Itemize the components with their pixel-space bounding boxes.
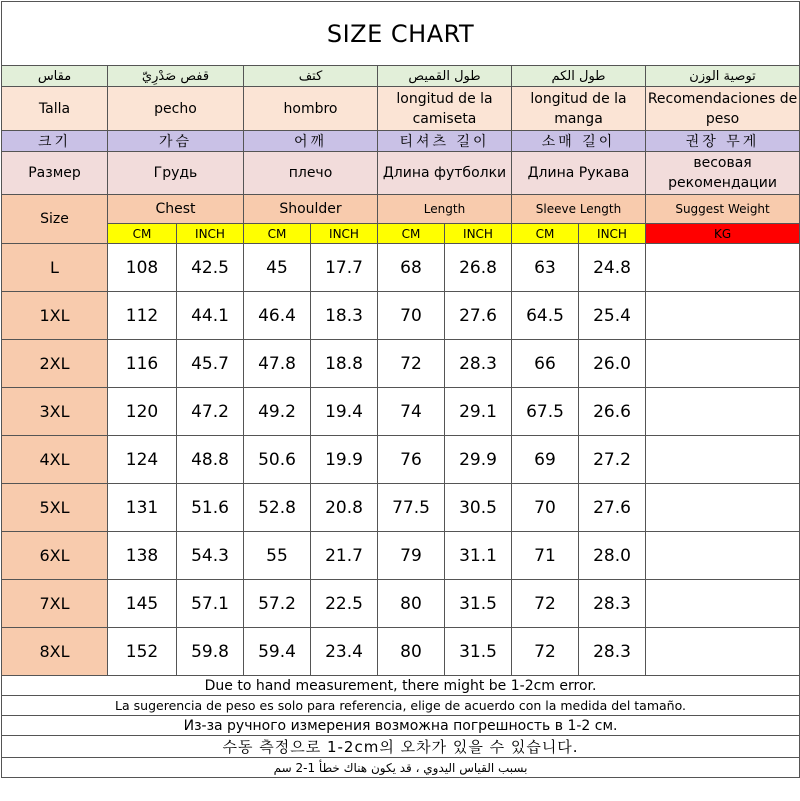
header-row-spanish — [2, 87, 800, 131]
sleeve-cm-cell: 64.5 — [512, 292, 579, 340]
weight-cell — [646, 388, 800, 436]
table-row — [2, 292, 800, 340]
chest-inch-cell: 48.8 — [177, 436, 244, 484]
note-row-arabic — [2, 758, 800, 778]
header-en-sleeve: Sleeve Length — [512, 195, 646, 224]
chest-inch-cell: 47.2 — [177, 388, 244, 436]
sleeve-cm-cell: 72 — [512, 628, 579, 676]
header-en-weight: Suggest Weight — [646, 195, 800, 224]
weight-cell — [646, 436, 800, 484]
chest-inch-cell: 51.6 — [177, 484, 244, 532]
unit-sleeve-cm: CM — [512, 224, 579, 244]
header-ru-size: Размер — [2, 152, 108, 195]
shoulder-cm-cell: 57.2 — [244, 580, 311, 628]
shoulder-cm-cell: 52.8 — [244, 484, 311, 532]
note-row-russian — [2, 716, 800, 736]
header-ar-sleeve: طول الكم — [512, 66, 646, 87]
header-es-shoulder: hombro — [244, 87, 378, 131]
shoulder-inch-cell: 18.8 — [311, 340, 378, 388]
shoulder-cm-cell: 50.6 — [244, 436, 311, 484]
header-row-korean — [2, 131, 800, 152]
shoulder-inch-cell: 20.8 — [311, 484, 378, 532]
shoulder-inch-cell: 17.7 — [311, 244, 378, 292]
unit-shoulder-cm: CM — [244, 224, 311, 244]
size-cell: 8XL — [2, 628, 108, 676]
header-row-russian — [2, 152, 800, 195]
weight-cell — [646, 532, 800, 580]
sleeve-inch-cell: 26.0 — [579, 340, 646, 388]
unit-chest-inch: INCH — [177, 224, 244, 244]
header-en-shoulder: Shoulder — [244, 195, 378, 224]
note-row-english — [2, 676, 800, 696]
length-cm-cell: 70 — [378, 292, 445, 340]
header-ru-shoulder: плечо — [244, 152, 378, 195]
length-inch-cell: 28.3 — [445, 340, 512, 388]
shoulder-inch-cell: 22.5 — [311, 580, 378, 628]
note-spanish: La sugerencia de peso es solo para referencia, elige de acuerdo con la medida del tamaño. — [2, 696, 800, 716]
weight-cell — [646, 292, 800, 340]
unit-row — [2, 224, 800, 244]
length-cm-cell: 72 — [378, 340, 445, 388]
header-row-arabic — [2, 66, 800, 87]
length-inch-cell: 31.1 — [445, 532, 512, 580]
header-ko-length: 티셔츠 길이 — [378, 131, 512, 152]
sleeve-cm-cell: 63 — [512, 244, 579, 292]
size-cell: 5XL — [2, 484, 108, 532]
unit-chest-cm: CM — [108, 224, 177, 244]
shoulder-inch-cell: 18.3 — [311, 292, 378, 340]
sleeve-inch-cell: 27.6 — [579, 484, 646, 532]
length-cm-cell: 79 — [378, 532, 445, 580]
sleeve-inch-cell: 28.3 — [579, 580, 646, 628]
shoulder-cm-cell: 49.2 — [244, 388, 311, 436]
header-ko-weight: 권장 무게 — [646, 131, 800, 152]
length-inch-cell: 27.6 — [445, 292, 512, 340]
note-row-korean — [2, 736, 800, 758]
shoulder-inch-cell: 19.9 — [311, 436, 378, 484]
chest-inch-cell: 57.1 — [177, 580, 244, 628]
size-cell: 2XL — [2, 340, 108, 388]
header-en-length: Length — [378, 195, 512, 224]
header-ar-length: طول القميص — [378, 66, 512, 87]
chest-cm-cell: 120 — [108, 388, 177, 436]
length-cm-cell: 80 — [378, 580, 445, 628]
shoulder-inch-cell: 21.7 — [311, 532, 378, 580]
chest-inch-cell: 59.8 — [177, 628, 244, 676]
sleeve-inch-cell: 25.4 — [579, 292, 646, 340]
note-russian: Из-за ручного измерения возможна погрешность в 1-2 см. — [2, 716, 800, 736]
unit-length-inch: INCH — [445, 224, 512, 244]
table-row — [2, 340, 800, 388]
header-es-size: Talla — [2, 87, 108, 131]
sleeve-inch-cell: 26.6 — [579, 388, 646, 436]
header-ar-size: مقاس — [2, 66, 108, 87]
shoulder-cm-cell: 59.4 — [244, 628, 311, 676]
header-es-chest: pecho — [108, 87, 244, 131]
chest-cm-cell: 152 — [108, 628, 177, 676]
unit-weight-kg: KG — [646, 224, 800, 244]
chest-cm-cell: 112 — [108, 292, 177, 340]
chest-cm-cell: 108 — [108, 244, 177, 292]
chart-title: SIZE CHART — [2, 2, 800, 66]
header-ru-length: Длина футболки — [378, 152, 512, 195]
chest-cm-cell: 145 — [108, 580, 177, 628]
shoulder-cm-cell: 55 — [244, 532, 311, 580]
header-en-size: Size — [2, 195, 108, 244]
table-row — [2, 628, 800, 676]
header-ar-weight: توصية الوزن — [646, 66, 800, 87]
header-ru-sleeve: Длина Рукава — [512, 152, 646, 195]
length-inch-cell: 31.5 — [445, 628, 512, 676]
header-ar-shoulder: كتف — [244, 66, 378, 87]
chest-cm-cell: 116 — [108, 340, 177, 388]
chest-cm-cell: 124 — [108, 436, 177, 484]
weight-cell — [646, 340, 800, 388]
chest-inch-cell: 54.3 — [177, 532, 244, 580]
size-cell: L — [2, 244, 108, 292]
size-rows — [2, 244, 800, 676]
header-ar-chest: قفص صَدْرِيّ — [108, 66, 244, 87]
length-cm-cell: 76 — [378, 436, 445, 484]
size-cell: 3XL — [2, 388, 108, 436]
length-inch-cell: 29.9 — [445, 436, 512, 484]
header-ru-weight: весовая рекомендации — [646, 152, 800, 195]
table-row — [2, 484, 800, 532]
length-inch-cell: 31.5 — [445, 580, 512, 628]
sleeve-inch-cell: 24.8 — [579, 244, 646, 292]
chest-cm-cell: 131 — [108, 484, 177, 532]
length-cm-cell: 77.5 — [378, 484, 445, 532]
sleeve-inch-cell: 28.0 — [579, 532, 646, 580]
size-cell: 4XL — [2, 436, 108, 484]
sleeve-cm-cell: 71 — [512, 532, 579, 580]
sleeve-cm-cell: 70 — [512, 484, 579, 532]
weight-cell — [646, 580, 800, 628]
header-es-sleeve: longitud de la manga — [512, 87, 646, 131]
chest-inch-cell: 44.1 — [177, 292, 244, 340]
shoulder-cm-cell: 47.8 — [244, 340, 311, 388]
header-row-english — [2, 195, 800, 224]
size-chart-table — [1, 1, 800, 778]
size-cell: 1XL — [2, 292, 108, 340]
sleeve-cm-cell: 72 — [512, 580, 579, 628]
sleeve-cm-cell: 67.5 — [512, 388, 579, 436]
header-es-length: longitud de la camiseta — [378, 87, 512, 131]
sleeve-inch-cell: 27.2 — [579, 436, 646, 484]
unit-sleeve-inch: INCH — [579, 224, 646, 244]
unit-shoulder-inch: INCH — [311, 224, 378, 244]
header-en-chest: Chest — [108, 195, 244, 224]
length-cm-cell: 74 — [378, 388, 445, 436]
weight-cell — [646, 244, 800, 292]
note-korean: 수동 측정으로 1-2cm의 오차가 있을 수 있습니다. — [2, 736, 800, 758]
size-cell: 7XL — [2, 580, 108, 628]
unit-length-cm: CM — [378, 224, 445, 244]
header-ko-sleeve: 소매 길이 — [512, 131, 646, 152]
length-inch-cell: 29.1 — [445, 388, 512, 436]
table-row — [2, 436, 800, 484]
header-es-weight: Recomendaciones de peso — [646, 87, 800, 131]
sleeve-inch-cell: 28.3 — [579, 628, 646, 676]
header-ko-size: 크기 — [2, 131, 108, 152]
length-inch-cell: 26.8 — [445, 244, 512, 292]
note-english: Due to hand measurement, there might be 1-2cm error. — [2, 676, 800, 696]
shoulder-cm-cell: 46.4 — [244, 292, 311, 340]
chest-inch-cell: 42.5 — [177, 244, 244, 292]
header-ru-chest: Грудь — [108, 152, 244, 195]
header-ko-chest: 가슴 — [108, 131, 244, 152]
note-arabic: بسبب القياس اليدوي ، قد يكون هناك خطأ 1-2 سم — [2, 758, 800, 778]
header-ko-shoulder: 어깨 — [244, 131, 378, 152]
sleeve-cm-cell: 66 — [512, 340, 579, 388]
shoulder-inch-cell: 19.4 — [311, 388, 378, 436]
weight-cell — [646, 484, 800, 532]
size-cell: 6XL — [2, 532, 108, 580]
chest-cm-cell: 138 — [108, 532, 177, 580]
length-cm-cell: 68 — [378, 244, 445, 292]
length-cm-cell: 80 — [378, 628, 445, 676]
shoulder-inch-cell: 23.4 — [311, 628, 378, 676]
weight-cell — [646, 628, 800, 676]
table-row — [2, 580, 800, 628]
note-row-spanish — [2, 696, 800, 716]
table-row — [2, 244, 800, 292]
shoulder-cm-cell: 45 — [244, 244, 311, 292]
length-inch-cell: 30.5 — [445, 484, 512, 532]
table-row — [2, 532, 800, 580]
chest-inch-cell: 45.7 — [177, 340, 244, 388]
table-row — [2, 388, 800, 436]
sleeve-cm-cell: 69 — [512, 436, 579, 484]
